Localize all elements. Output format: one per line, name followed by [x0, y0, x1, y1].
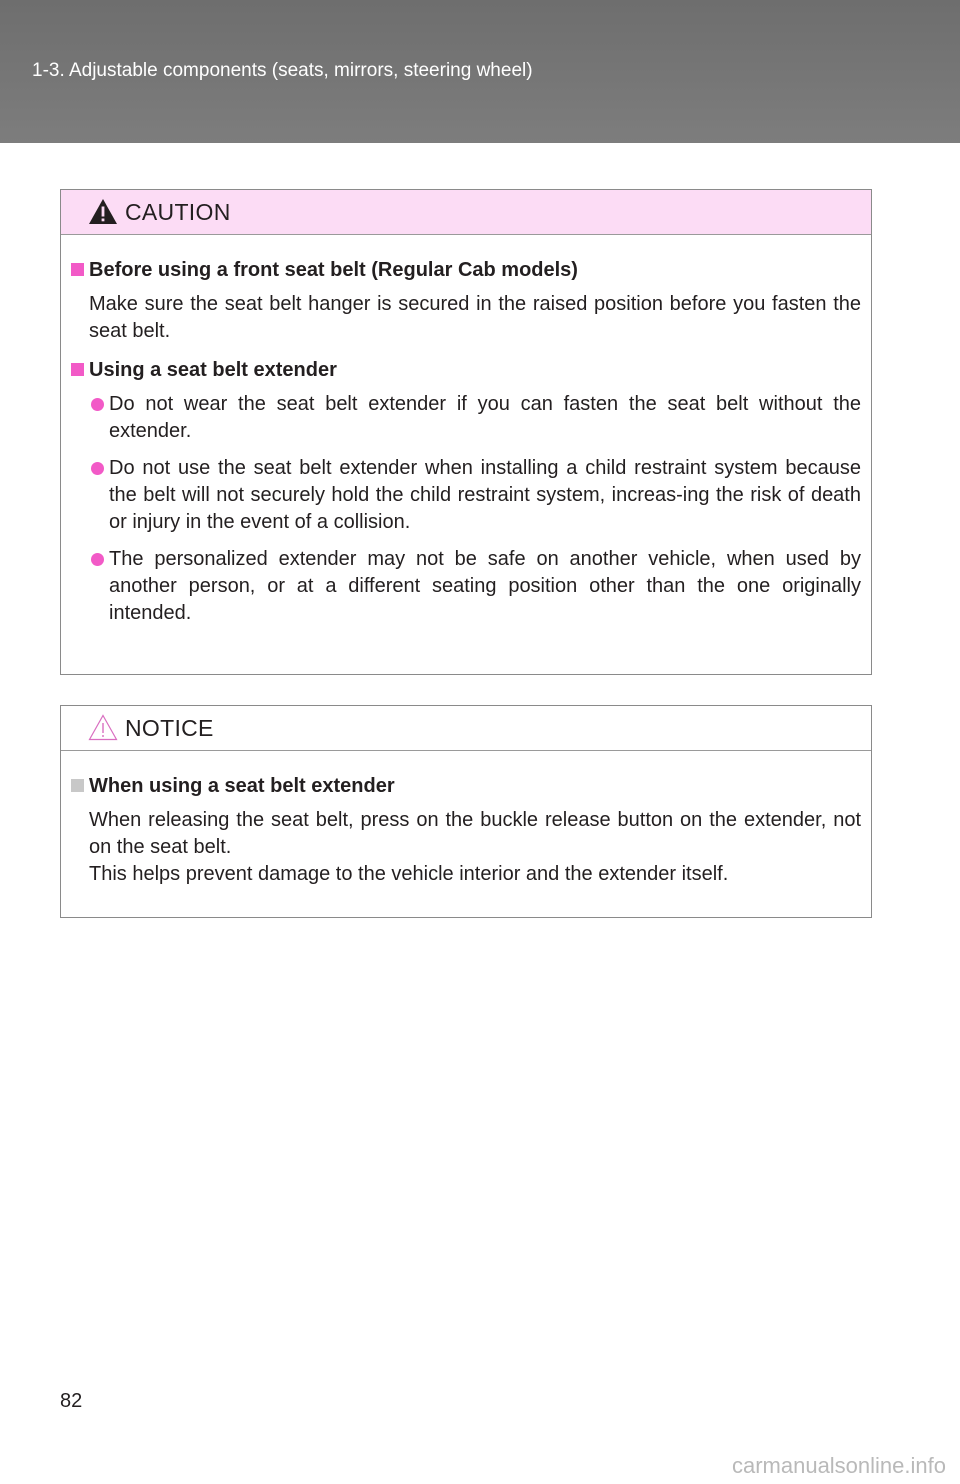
caution-box: [60, 189, 872, 675]
section-text: Make sure the seat belt hanger is secured in the raised position before you fasten the seat belt.: [89, 293, 861, 342]
section-heading-text: Before using a front seat belt (Regular Cab models): [89, 259, 578, 281]
section-text: [89, 807, 861, 888]
warning-triangle-filled-icon: [88, 198, 118, 225]
list-item-text: Do not wear the seat belt extender if you can fasten the seat belt without the extender.: [109, 393, 861, 442]
caution-header: [61, 190, 871, 235]
warning-triangle-outline-icon: [88, 714, 118, 741]
chapter-title: 1-3. Adjustable components (seats, mirrors, steering wheel): [32, 60, 533, 81]
square-bullet-icon: [71, 779, 84, 792]
circle-bullet-icon: [91, 462, 104, 475]
circle-bullet-icon: [91, 398, 104, 411]
notice-header: [61, 706, 871, 751]
list-item-text: Do not use the seat belt extender when installing a child restraint system because the belt will not securely hold the child restraint system, increas-ing the risk of death or injury in the event of a collision.: [109, 457, 861, 533]
watermark: carmanualsonline.info: [731, 1453, 946, 1478]
square-bullet-icon: [71, 363, 84, 376]
section-heading: [71, 355, 861, 385]
section-heading-text: Using a seat belt extender: [89, 359, 337, 381]
caution-label: CAUTION: [125, 199, 231, 225]
section-heading: [71, 255, 861, 285]
notice-line: This helps prevent damage to the vehicle interior and the extender itself.: [89, 863, 729, 885]
caution-body: [61, 235, 871, 627]
list-item-text: The personalized extender may not be safe on another vehicle, when used by another person, or at a different seating position other than the one originally intended.: [109, 548, 861, 624]
notice-box: [60, 705, 872, 918]
list-item: [71, 546, 861, 627]
notice-line: When releasing the seat belt, press on the buckle release button on the extender, not on the seat belt.: [89, 809, 861, 858]
notice-label: NOTICE: [125, 715, 214, 741]
section-heading-text: When using a seat belt extender: [89, 775, 395, 797]
square-bullet-icon: [71, 263, 84, 276]
list-item: [71, 455, 861, 536]
page-header: [0, 0, 960, 143]
section-heading: [71, 771, 861, 801]
page-number: 82: [60, 1390, 83, 1412]
circle-bullet-icon: [91, 553, 104, 566]
notice-body: [61, 751, 871, 888]
list-item: [71, 391, 861, 445]
